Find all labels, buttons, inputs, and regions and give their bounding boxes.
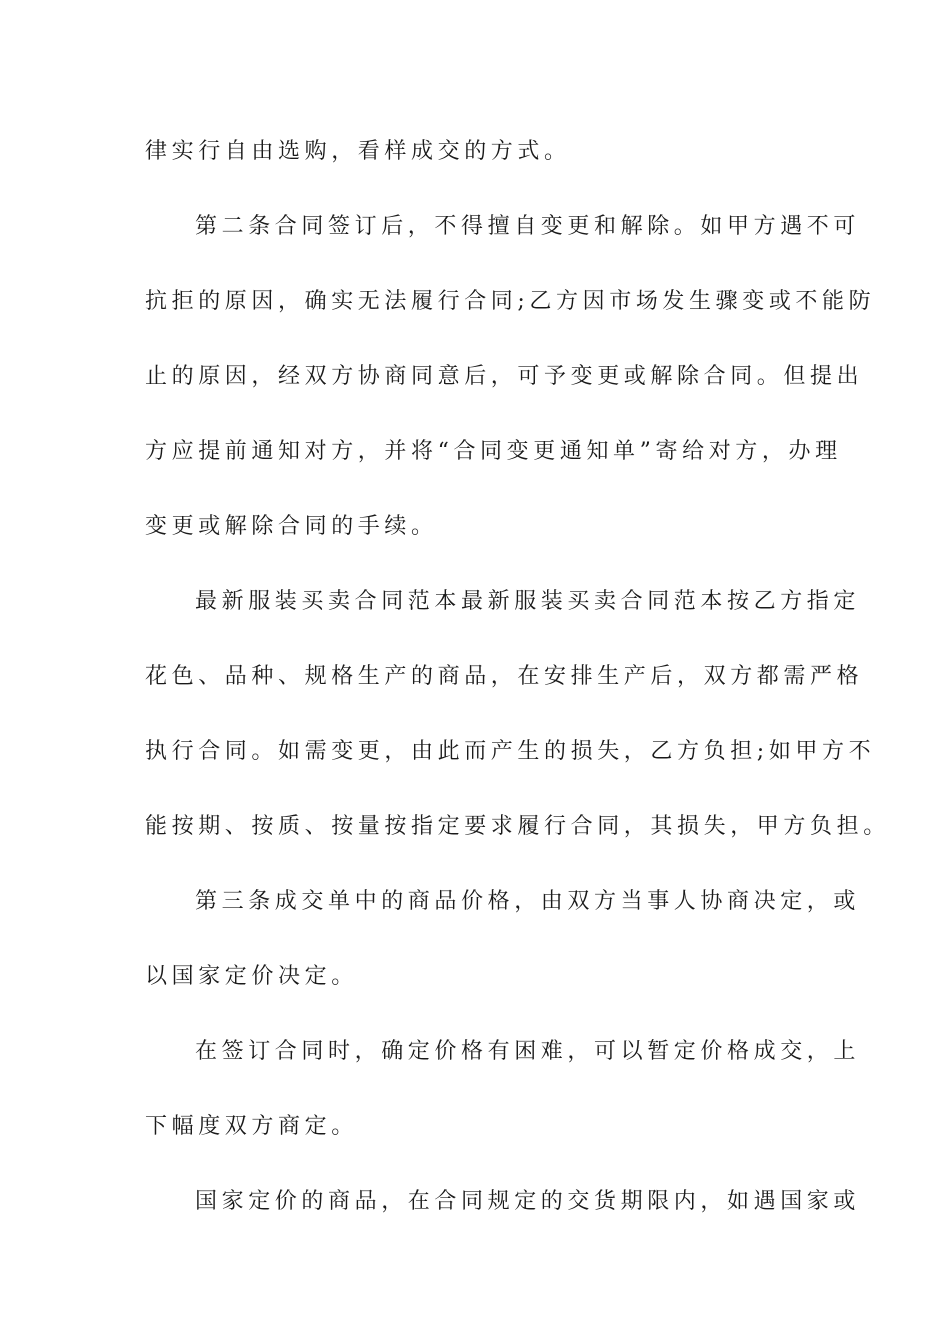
paragraph-line: 执行合同。如需变更，由此而产生的损失，乙方负担;如甲方不 — [145, 739, 876, 764]
paragraph-line: 以国家定价决定。 — [145, 964, 358, 989]
paragraph-line: 第二条合同签订后，不得擅自变更和解除。如甲方遇不可 — [195, 214, 861, 239]
paragraph-line: 下幅度双方商定。 — [145, 1114, 358, 1139]
paragraph-line: 最新服装买卖合同范本最新服装买卖合同范本按乙方指定 — [195, 589, 861, 614]
paragraph-line: 花色、品种、规格生产的商品，在安排生产后，双方都需严格 — [145, 664, 864, 689]
paragraph-line: 变更或解除合同的手续。 — [145, 514, 438, 539]
paragraph-line: 在签订合同时，确定价格有困难，可以暂定价格成交，上 — [195, 1039, 861, 1064]
paragraph-line: 国家定价的商品，在合同规定的交货期限内，如遇国家或 — [195, 1189, 861, 1214]
paragraph-line: 止的原因，经双方协商同意后，可予变更或解除合同。但提出 — [145, 364, 864, 389]
paragraph-line: 抗拒的原因，确实无法履行合同;乙方因市场发生骤变或不能防 — [145, 289, 876, 314]
paragraph-line: 能按期、按质、按量按指定要求履行合同，其损失，甲方负担。 — [145, 814, 890, 839]
paragraph-line: 方应提前通知对方，并将“合同变更通知单”寄给对方，办理 — [145, 439, 842, 464]
paragraph-line: 律实行自由选购，看样成交的方式。 — [145, 139, 571, 164]
paragraph-line: 第三条成交单中的商品价格，由双方当事人协商决定，或 — [195, 889, 861, 914]
